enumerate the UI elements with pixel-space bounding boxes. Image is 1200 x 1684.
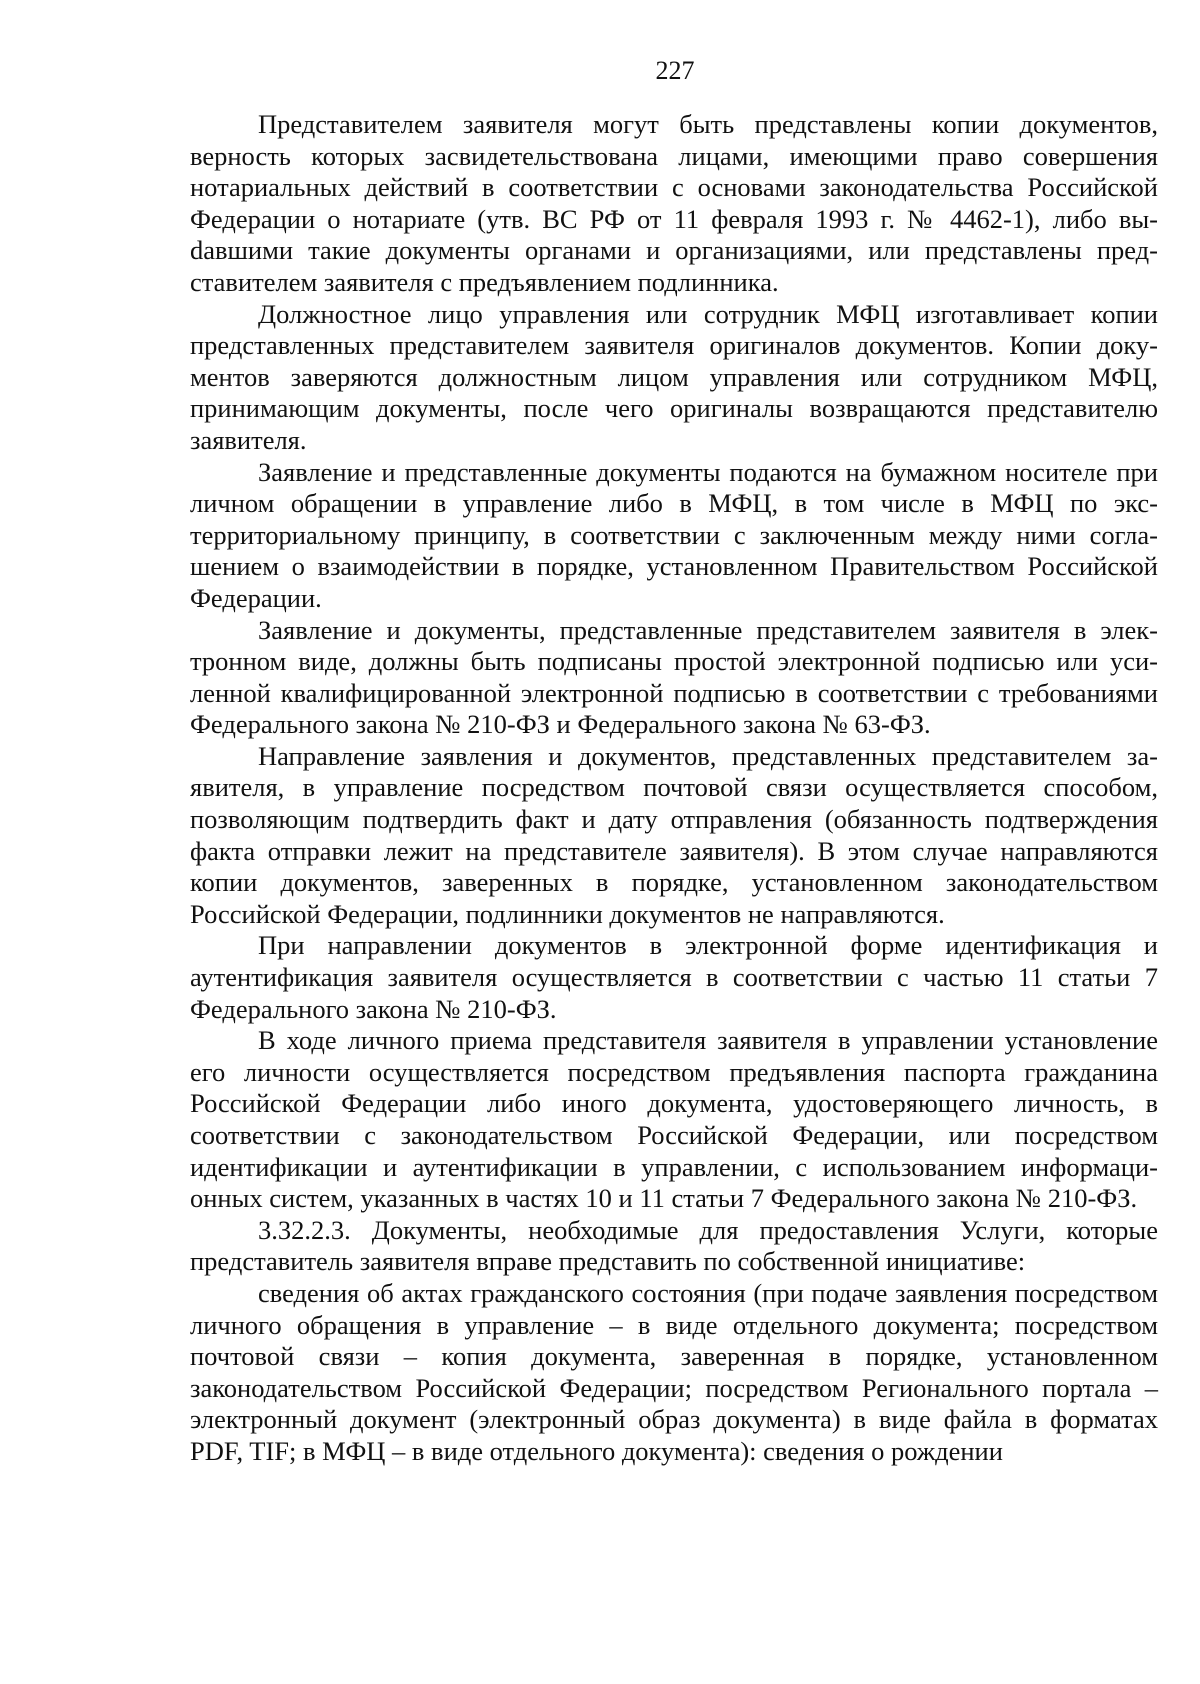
paragraph-representative-copies: Представителем заявителя могут быть представлены копии документов, верность которых засвидетельствована лицами, имеющими право совершения нотариальных действий в соответствии с основами законодательства Российской Федерации о нотариате (утв. ВС РФ от 11 февраля 1993 г. № 4462-1), либо выdавшими такие документы органами и организациями, или представлены представителем заявителя с предъявлением подлинника. (190, 109, 1158, 297)
page-number: 227 (655, 56, 695, 85)
paragraph-official-copies: Должностное лицо управления или сотрудник МФЦ изготавливает копии представленных представителем заявителя оригиналов документов. Копии документов заверяются должностным лицом управления или сотрудником МФЦ, принимающим документы, после чего оригиналы возвращаются представителю заявителя. (190, 298, 1158, 455)
paragraph-civil-status-records: сведения об актах гражданского состояния (при подаче заявления посредством личного обращения в управление – в виде отдельного документа; посредством почтовой связи – копия документа, заверенная в порядке, установленном законодательством Российской Федерации; посредством Регионального портала – электронный документ (электронный образ документа) в виде файла в форматах PDF, TIF; в МФЦ – в виде отдельного документа): сведения о рождении (190, 1277, 1158, 1466)
document-body (190, 109, 1158, 1468)
paragraph-postal-submission: Направление заявления и документов, представленных представителем заявителя, в управление посредством почтовой связи осуществляется способом, позволяющим подтвердить факт и дату отправления (обязанность подтверждения факта отправки лежит на представителе заявителя). В этом случае направляются копии документов, заверенных в порядке, установленном законодательством Российской Федерации, подлинники документов не направляются. (190, 740, 1158, 929)
paragraph-section-3-32-2-3: 3.32.2.3. Документы, необходимые для предоставления Услуги, которые представитель заявителя вправе представить по собственной инициативе: (190, 1214, 1158, 1277)
paragraph-electronic-signature: Заявление и документы, представленные представителем заявителя в электронном виде, должны быть подписаны простой электронной подписью или усиленной квалифицированной электронной подписью в соответствии с требованиями Федерального закона № 210-ФЗ и Федерального закона № 63-ФЗ. (190, 614, 1158, 740)
paragraph-personal-reception: В ходе личного приема представителя заявителя в управлении установление его личности осуществляется посредством предъявления паспорта гражданина Российской Федерации либо иного документа, удостоверяющего личность, в соответствии с законодательством Российской Федерации, или посредством идентификации и аутентификации в управлении, с использованием информационных систем, указанных в частях 10 и 11 статьи 7 Федерального закона № 210-ФЗ. (190, 1025, 1158, 1214)
paragraph-electronic-identification: При направлении документов в электронной форме идентификация и аутентификация заявителя осуществляется в соответствии с частью 11 статьи 7 Федерального закона № 210-ФЗ. (190, 930, 1158, 1024)
paragraph-paper-submission: Заявление и представленные документы подаются на бумажном носителе при личном обращении в управление либо в МФЦ, в том числе в МФЦ по экстерриториальному принципу, в соответствии с заключенным между ними соглашением о взаимодействии в порядке, установленном Правительством Российской Федерации. (190, 456, 1158, 613)
